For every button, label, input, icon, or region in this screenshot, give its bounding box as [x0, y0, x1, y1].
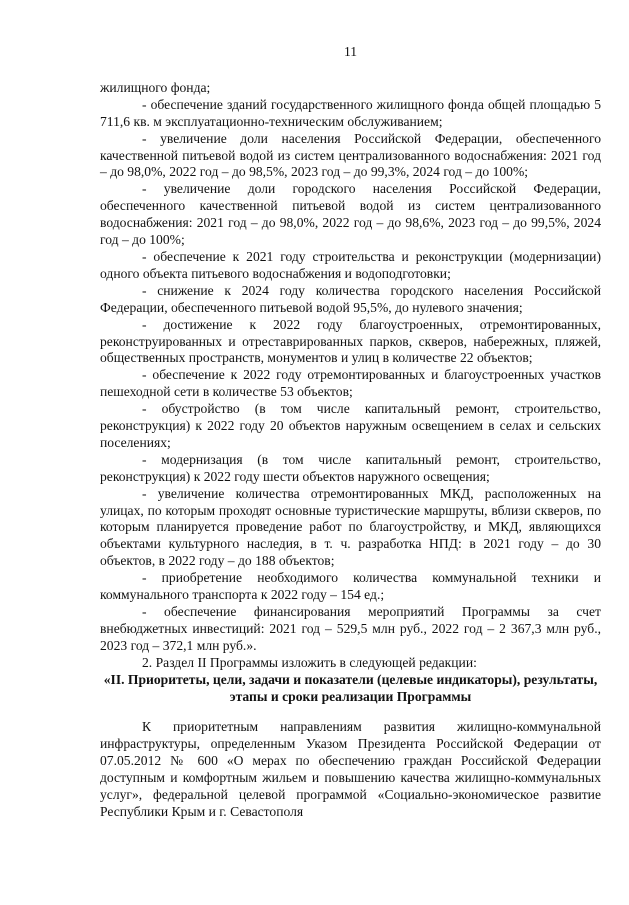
list-item: - обеспечение к 2021 году строительства и реконструкции (модернизации) одного объекта питьевого водоснабжения и водоподготовки;	[100, 248, 601, 281]
list-item: - обеспечение зданий государственного жилищного фонда общей площадью 5 711,6 кв. м эксплуатационно-техническим обслуживанием;	[100, 96, 601, 129]
list-item: - увеличение доли населения Российской Федерации, обеспеченного качественной питьевой водой из систем централизованного водоснабжения: 2021 год – до 98,0%, 2022 год – до 98,5%, 2023 год – до 99,3%, 2024 год – до 100%;	[100, 130, 601, 180]
body-paragraph: К приоритетным направлениям развития жилищно-коммунальной инфраструктуры, определенным Указом Президента Российской Федерации от 07.05.2012 № 600 «О мерах по обеспечению граждан Российской Федерации доступным и комфортным жильем и повышению качества жилищно-коммунальных услуг», федеральной целевой программой «Социально-экономическое развитие Республики Крым и г. Севастополя	[100, 719, 601, 819]
list-item: - обеспечение к 2022 году отремонтированных и благоустроенных участков пешеходной сети в количестве 53 объектов;	[100, 367, 601, 400]
list-item: - увеличение количества отремонтированных МКД, расположенных на улицах, по которым проходят основные туристические маршруты, вблизи скверов, по которым планируется проведение работ по благоустройству, и МКД, являющихся объектами культурного наследия, в т. ч. разработка НПД: в 2021 году – до 30 объектов, в 2022 году – до 188 объектов;	[100, 485, 601, 569]
list-item: - обеспечение финансирования мероприятий Программы за счет внебюджетных инвестиций: 2021 год – 529,5 млн руб., 2022 год – 2 367,3 млн руб., 2023 год – 372,1 млн руб.».	[100, 604, 601, 653]
list-item: - снижение к 2024 году количества городского населения Российской Федерации, обеспеченного питьевой водой 95,5%, до нулевого значения;	[100, 282, 601, 315]
continuation-line: жилищного фонда;	[100, 79, 211, 95]
section-heading: «II. Приоритеты, цели, задачи и показатели (целевые индикаторы), результаты, этапы и сроки реализации Программы	[103, 671, 598, 704]
list-item: - модернизация (в том числе капитальный ремонт, строительство, реконструкция) к 2022 году шести объектов наружного освещения;	[100, 451, 601, 484]
page-number: 11	[343, 44, 358, 59]
list-item: - увеличение доли городского населения Российской Федерации, обеспеченного качественной питьевой водой из систем централизованного водоснабжения: 2021 год – до 98,0%, 2022 год – до 98,6%, 2023 год – до 99,5%, 2024 год – до 100%;	[100, 181, 601, 248]
list-item: - достижение к 2022 году благоустроенных, отремонтированных, реконструированных и отреставрированных парков, скверов, набережных, пляжей, общественных пространств, монументов и улиц в количестве 22 объектов;	[100, 316, 601, 366]
list-item: - обустройство (в том числе капитальный ремонт, строительство, реконструкция) к 2022 году 20 объектов наружным освещением в селах и сельских поселениях;	[100, 401, 601, 450]
list-item: - приобретение необходимого количества коммунальной техники и коммунального транспорта к 2022 году – 154 ед.;	[100, 570, 601, 603]
amendment-instruction: 2. Раздел II Программы изложить в следующей редакции:	[142, 654, 477, 670]
